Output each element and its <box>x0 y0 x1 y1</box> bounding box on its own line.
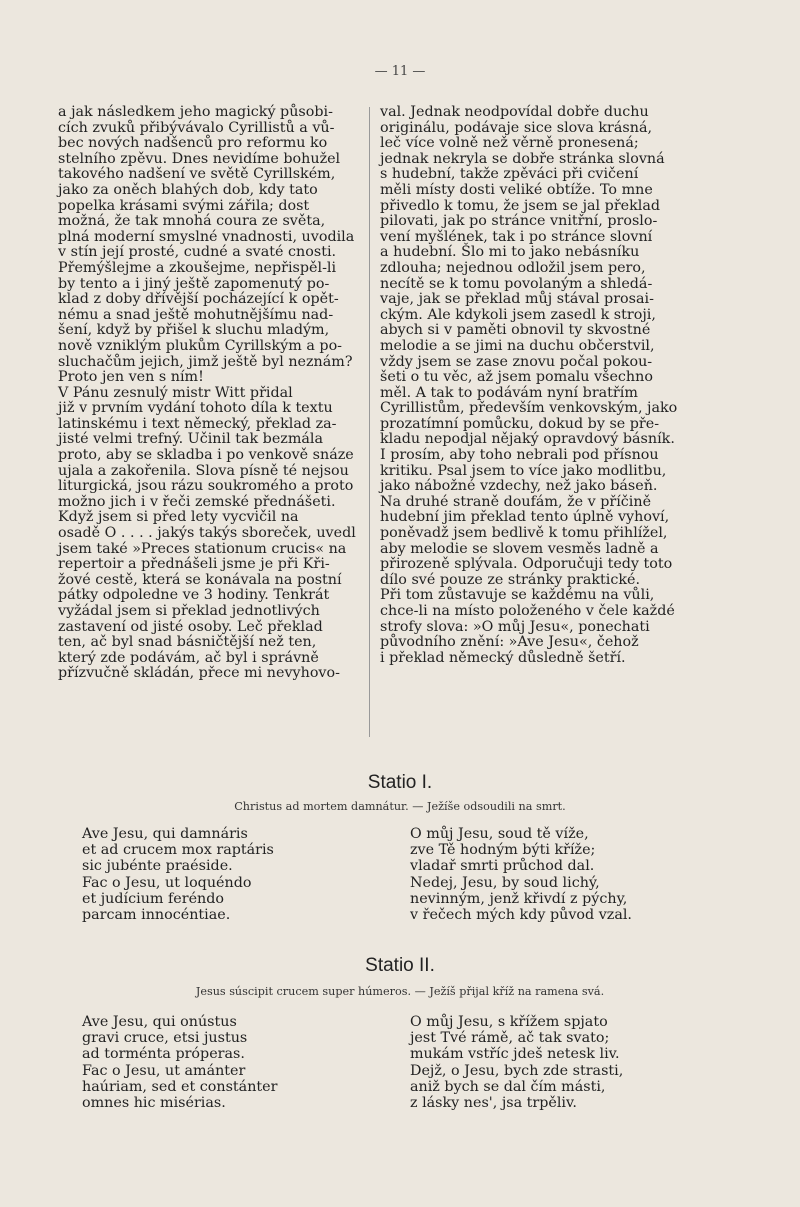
text-line: a jak následkem jeho magický působi- <box>58 104 333 120</box>
text-line: jako nábožné vzdechy, než jako báseň. <box>380 478 658 495</box>
text-line: který zde podávám, ač byl i správně <box>58 649 319 666</box>
verse-line: O můj Jesu, s křížem spjato <box>410 1014 608 1030</box>
text-line: Cyrillistům, především venkovským, jako <box>380 400 678 417</box>
text-line: Přemýšlejme a zkoušejme, nepřispěl-li <box>58 259 337 276</box>
text-line: jisté velmi trefný. Učinil tak bezmála <box>58 431 324 448</box>
text-line: ckým. Ale kdykoli jsem zasedl k stroji, <box>380 306 656 323</box>
station-1-czech-verse <box>410 826 632 923</box>
text-line: jsem také »Preces stationum crucis« na <box>58 540 347 557</box>
text-line: vždy jsem se zase znovu počal pokou- <box>380 353 653 370</box>
text-line: chce-li na místo položeného v čele každé <box>380 603 675 619</box>
text-line: přízvučně skládán, přece mi nevyhovo- <box>58 665 340 682</box>
page-number: — 11 — <box>374 64 426 79</box>
text-line: s hudební, takže zpěváci při cvičení <box>380 166 639 183</box>
text-line: popelka krásami svými zářila; dost <box>58 197 310 214</box>
text-line: by tento a i jiný ještě zapomenutý po- <box>58 275 330 292</box>
verse-line: Ave Jesu, qui onústus <box>82 1014 237 1030</box>
text-line: i překlad německý důsledně šetří. <box>380 649 626 666</box>
text-line: cích zvuků přibývávalo Cyrillistů a vů- <box>58 119 335 136</box>
text-line: ujala a zakořenila. Slova písně té nejsou <box>58 462 349 479</box>
verse-line: z lásky nes', jsa trpěliv. <box>410 1095 577 1112</box>
text-line: klad z doby dřívější pocházející k opět- <box>58 291 339 308</box>
text-line: stelního zpěvu. Dnes nevidíme bohužel <box>58 150 341 167</box>
verse-line: aniž bych se dal čím másti, <box>410 1078 606 1095</box>
text-line: liturgická, jsou rázu soukromého a proto <box>58 478 354 495</box>
text-line: leč více volně než věrně pronesená; <box>380 135 639 152</box>
verse-line: gravi cruce, etsi justus <box>82 1030 248 1047</box>
text-line: přirozeně splývala. Odporučuji tedy toto <box>380 556 673 573</box>
text-line: originálu, podávaje sice slova krásná, <box>380 119 653 136</box>
text-line: a hudební. Šlo mi to jako nebásníku <box>380 244 640 261</box>
text-line: hudební jim překlad tento úplně vyhoví, <box>380 509 670 526</box>
text-line: již v prvním vydání tohoto díla k textu <box>58 400 333 417</box>
text-line: vení myšlének, tak i po stránce slovní <box>380 228 653 245</box>
text-line: val. Jednak neodpovídal dobře duchu <box>380 104 649 120</box>
text-line: prozatímní pomůcku, dokud by se pře- <box>380 415 660 432</box>
verse-line: nevinným, jenž křivdí z pýchy, <box>410 890 628 907</box>
column-divider <box>369 107 370 737</box>
verse-line: Nedej, Jesu, by soud lichý, <box>410 874 600 891</box>
text-line: strofy slova: »O můj Jesu«, ponechati <box>380 618 650 635</box>
verse-line: Ave Jesu, qui damnáris <box>82 826 248 842</box>
text-line: ten, ač byl snad básničtější než ten, <box>58 634 317 651</box>
text-line: sluchačům jejich, jimž ještě byl neznám? <box>58 353 353 370</box>
text-line: šení, když by přišel k sluchu mladým, <box>58 322 330 339</box>
text-line: nému a snad ještě mohutnějšímu nad- <box>58 306 334 323</box>
text-line: měli místy dosti veliké obtíže. To mne <box>380 181 653 198</box>
text-line: kritiku. Psal jsem to více jako modlitbu, <box>380 462 667 479</box>
text-line: V Pánu zesnulý mistr Witt přidal <box>58 384 293 401</box>
verse-line: mukám vstříc jdeš netesk liv. <box>410 1046 620 1063</box>
verse-line: zve Tě hodným býti kříže; <box>410 842 596 859</box>
text-line: pátky odpoledne ve 3 hodiny. Tenkrát <box>58 587 330 604</box>
station-2-subtitle: Jesus súscipit crucem super húmeros. — Ježíš přijal kříž na ramena svá. <box>195 985 605 998</box>
text-line: zastavení od jisté osoby. Leč překlad <box>58 618 323 635</box>
text-line: vaje, jak se překlad můj stával prosai- <box>380 291 654 308</box>
text-line: pilovati, jak po stránce vnitřní, proslo- <box>380 213 658 230</box>
text-line: zdlouha; nejednou odložil jsem pero, <box>380 259 646 276</box>
text-line: repertoir a přednášeli jsme je při Kři- <box>58 556 330 573</box>
text-line: osadě O . . . . jakýs takýs sboreček, uvedl <box>58 525 356 542</box>
text-line: v stín její prosté, cudné a svaté cnosti. <box>58 244 337 261</box>
verse-line: v řečech mých kdy původ vzal. <box>410 907 632 924</box>
verse-line: omnes hic misérias. <box>82 1095 226 1112</box>
text-line: nově vzniklým plukům Cyrillským a po- <box>58 337 343 354</box>
verse-line: parcam innocéntiae. <box>82 907 231 924</box>
verse-line: O můj Jesu, soud tě víže, <box>410 826 589 842</box>
station-2-czech-verse <box>410 1014 623 1111</box>
station-2-title: Statio II. <box>365 955 435 976</box>
left-text-column <box>58 105 358 682</box>
text-line: takového nadšení ve světě Cyrillském, <box>58 166 336 183</box>
verse-line: et ad crucem mox raptáris <box>82 842 274 859</box>
text-line: kladu nepodjal nějaký opravdový básník. <box>380 431 675 448</box>
station-1-subtitle: Christus ad mortem damnátur. — Ježíše odsoudili na smrt. <box>234 800 566 813</box>
station-1-latin-verse <box>82 826 274 923</box>
text-line: Na druhé straně doufám, že v příčině <box>380 493 652 510</box>
text-line: I prosím, aby toho nebrali pod přísnou <box>380 447 659 464</box>
text-line: Proto jen ven s ním! <box>58 369 204 386</box>
text-line: žové cestě, která se konávala na postní <box>58 571 342 588</box>
text-line: abych si v paměti obnovil ty skvostné <box>380 322 651 339</box>
verse-line: haúriam, sed et constánter <box>82 1078 278 1095</box>
station-1-title: Statio I. <box>367 772 433 793</box>
verse-line: et judícium feréndo <box>82 890 225 907</box>
right-text-column <box>380 105 698 666</box>
text-line: možno jich i v řeči zemské přednášeti. <box>58 493 336 510</box>
text-line: Když jsem si před lety vycvičil na <box>58 509 299 526</box>
verse-line: Dejž, o Jesu, bych zde strasti, <box>410 1062 624 1079</box>
text-line: šeti o tu věc, až jsem pomalu všechno <box>380 369 653 386</box>
text-line: jako za oněch blahých dob, kdy tato <box>58 181 318 198</box>
text-line: proto, aby se skladba i po venkově snáze <box>58 447 354 464</box>
text-line: vyžádal jsem si překlad jednotlivých <box>58 603 320 619</box>
text-line: dílo své pouze ze stránky praktické. <box>380 571 641 588</box>
text-line: původního znění: »Ave Jesu«, čehož <box>380 634 639 651</box>
verse-line: Fac o Jesu, ut loquéndo <box>82 874 252 891</box>
text-line: plná moderní smyslné vnadnosti, uvodila <box>58 228 355 245</box>
verse-line: Fac o Jesu, ut amánter <box>82 1062 246 1079</box>
text-line: Při tom zůstavuje se každému na vůli, <box>380 587 655 604</box>
text-line: jednak nekryla se dobře stránka slovná <box>380 150 665 167</box>
text-line: melodie a se jimi na duchu občerstvil, <box>380 337 655 354</box>
text-line: necítě se k tomu povolaným a shledá- <box>380 275 653 292</box>
text-line: aby melodie se slovem vesměs ladně a <box>380 540 659 557</box>
station-2-latin-verse <box>82 1014 277 1111</box>
text-line: měl. A tak to podávám nyní bratřím <box>380 384 638 401</box>
text-line: bec nových nadšenců pro reformu ko <box>58 135 328 152</box>
verse-line: sic jubénte praéside. <box>82 858 233 875</box>
verse-line: jest Tvé rámě, ač tak svato; <box>410 1030 610 1047</box>
verse-line: ad torménta próperas. <box>82 1046 245 1063</box>
verse-line: vladař smrti průchod dal. <box>410 858 595 875</box>
text-line: poněvadž jsem bedlivě k tomu přihlížel, <box>380 525 668 542</box>
text-line: možná, že tak mnohá coura ze světa, <box>58 213 326 230</box>
text-line: přivedlo k tomu, že jsem se jal překlad <box>380 197 661 214</box>
text-line: latinskému i text německý, překlad za- <box>58 415 337 432</box>
